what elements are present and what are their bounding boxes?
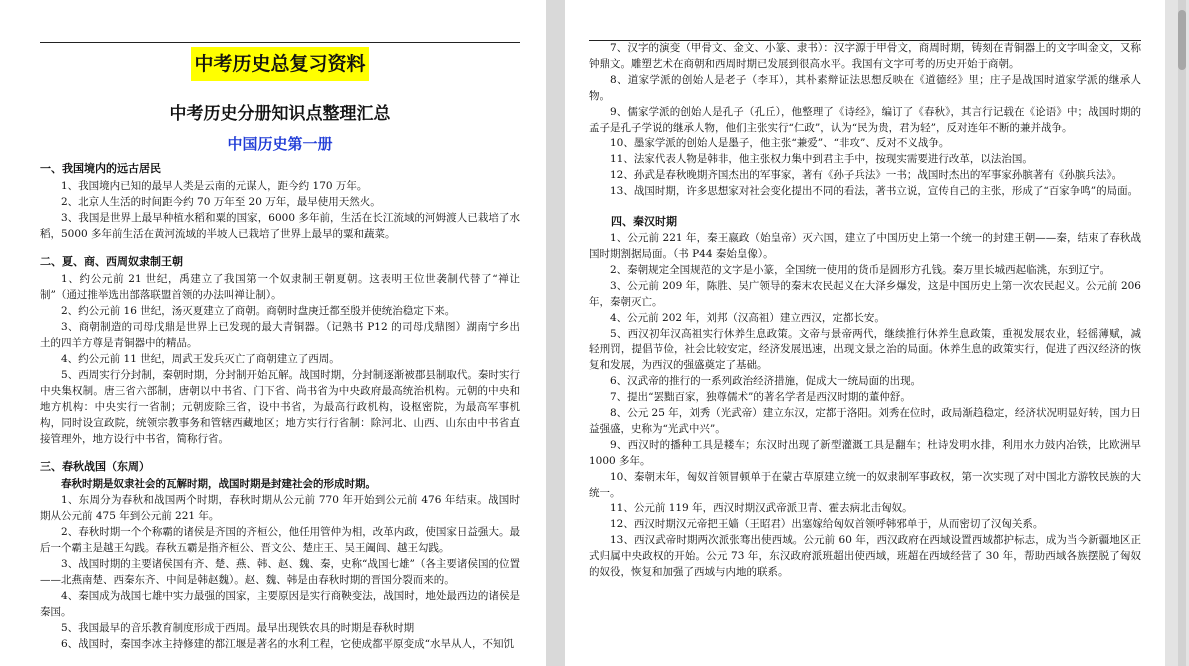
paragraph: 12、孙武是春秋晚期齐国杰出的军事家，著有《孙子兵法》一书；战国时杰出的军事家孙膑著有《孙膑兵法》。: [610, 169, 1123, 182]
document-subtitle: 中国历史第一册: [227, 135, 333, 153]
banner-title: 中考历史总复习资料: [191, 47, 369, 81]
paragraph: 13、西汉武帝时期两次派张骞出使西域。公元前 60 年，西汉政府在西域设置西域都护标志，成为当今新疆地区正式归属中央政权的开始。公元 73 年，东汉政府派班超出使西域，班超在西域经营了 30 年，帮助西域各族摆脱了匈奴的奴役，恢复和加强了西域与内地的联系。: [589, 534, 1141, 579]
paragraph: 6、战国时，秦国李冰主持修建的都江堰是著名的水利工程，它使成都平原变成“水旱从人，不知饥: [61, 638, 515, 650]
document-page-left: [0, 0, 546, 666]
paragraph: 7、提出“罢黜百家，独尊儒术”的著名学者是西汉时期的董仲舒。: [610, 391, 911, 404]
paragraph: 1、公元前 221 年，秦王嬴政（始皇帝）灭六国，建立了中国历史上第一个统一的封建王朝——秦，结束了春秋战国时期割据局面。（书 P44 秦始皇像）。: [589, 232, 1141, 260]
header-rule: [40, 42, 520, 43]
document-page-right: [565, 0, 1165, 666]
paragraph: 8、公元 25 年，刘秀（光武帝）建立东汉，定都于洛阳。刘秀在位时，政局渐趋稳定，经济状况明显好转，国力日益强盛，史称为“光武中兴”。: [589, 407, 1141, 435]
section-heading: 四、秦汉时期: [611, 215, 677, 229]
paragraph: 9、西汉时的播种工具是耧车；东汉时出现了新型灌溉工具是翻车；杜诗发明水排，利用水力鼓内冶铁，比欧洲早 1000 多年。: [589, 438, 1141, 467]
paragraph: 4、公元前 202 年，刘邦（汉高祖）建立西汉，定都长安。: [610, 311, 885, 324]
paragraph: 7、汉字的演变（甲骨文、金文、小篆、隶书）：汉字源于甲骨文，商周时期，铸刻在青铜器上的文字叫金文，又称钟鼎文。雕塑艺术在商朝和西周时期已发展到很高水平。我国有文字可考的历史开始于商朝。: [589, 42, 1141, 70]
paragraph: 11、公元前 119 年，西汉时期汉武帝派卫青、霍去病北击匈奴。: [610, 502, 913, 515]
document-title: 中考历史分册知识点整理汇总: [169, 104, 391, 124]
paragraph: 6、汉武帝的推行的一系列政治经济措施，促成大一统局面的出现。: [610, 375, 922, 388]
paragraph: 2、秦朝规定全国规范的文字是小篆，全国统一使用的货币是圆形方孔钱。秦万里长城西起临洮，东到辽宁。: [610, 263, 1111, 276]
section-heading: 三、春秋战国（东周）: [40, 460, 150, 473]
paragraph: 13、战国时期，许多思想家对社会变化提出不同的看法，著书立说，宣传自己的主张，形成了“百家争鸣”的局面。: [610, 185, 1139, 198]
paragraph: 2、春秋时期一个个称霸的诸侯是齐国的齐桓公，他任用管仲为相，改革内政，使国家日益强大。最后一个霸主是越王勾践。春秋五霸是指齐桓公、晋文公、楚庄王、吴王阖闾、越王勾践。: [40, 526, 520, 554]
paragraph: 5、西汉初年汉高祖实行休养生息政策。文帝与景帝两代，继续推行休养生息政策，重视发展农业，轻徭薄赋，减轻刑罚，提倡节俭，社会比较安定，经济发展迅速，出现文景之治的局面。休养生息的政策实行，促进了西汉经济的恢复和发展，为西汉的强盛奠定了基础。: [589, 327, 1141, 372]
paragraph: 9、儒家学派的创始人是孔子（孔丘），他整理了《诗经》，编订了《春秋》，其言行记载在《论语》中；战国时期的孟子是孔子学说的继承人物，他们主张实行“仁政”，认为“民为贵，君为轻”，反对连年不断的兼并战争。: [589, 105, 1141, 134]
paragraph: 4、约公元前 11 世纪，周武王发兵灭亡了商朝建立了西周。: [61, 353, 340, 365]
paragraph: 10、秦朝末年，匈奴首领冒顿单于在蒙古草原建立统一的奴隶制军事政权，第一次实现了对中国北方游牧民族的大统一。: [589, 470, 1141, 499]
section-lead: 春秋时期是奴隶社会的瓦解时期，战国时期是封建社会的形成时期。: [61, 478, 376, 490]
paragraph: 2、约公元前 16 世纪，汤灭夏建立了商朝。商朝时盘庚迁都至殷并使统治稳定下来。: [61, 305, 456, 317]
paragraph: 12、西汉时期汉元帝把王嫱（王昭君）出塞嫁给匈奴首领呼韩邪单于，从而密切了汉匈关系。: [610, 518, 1044, 531]
paragraph: 8、道家学派的创始人是老子（李耳），其朴素辩证法思想反映在《道德经》里；庄子是战国时道家学派的继承人物。: [589, 73, 1141, 102]
vertical-scrollbar[interactable]: [1178, 0, 1186, 666]
paragraph: 10、墨家学派的创始人是墨子，他主张“兼爱”、“非攻”、反对不义战争。: [610, 137, 950, 150]
paragraph: 3、战国时期的主要诸侯国有齐、楚、燕、韩、赵、魏、秦，史称“战国七雄”（各主要诸侯国的位置——北燕南楚、西秦东齐、中间是韩赵魏）。赵、魏、韩是由春秋时期的晋国分裂而来的。: [40, 558, 520, 586]
paragraph: 1、约公元前 21 世纪，禹建立了我国第一个奴隶制王朝夏朝。这表明王位世袭制代替了“禅让制”（通过推举选出部落联盟首领的办法叫禅让制）。: [40, 273, 520, 301]
section-heading: 二、夏、商、西周奴隶制王朝: [40, 255, 183, 268]
paragraph: 1、东周分为春秋和战国两个时期，春秋时期从公元前 770 年开始到公元前 476 年结束。战国时期从公元前 475 年到公元前 221 年。: [40, 494, 520, 522]
paragraph: 1、我国境内已知的最早人类是云南的元谋人，距今约 170 万年。: [61, 180, 368, 192]
scrollbar-thumb[interactable]: [1178, 10, 1186, 70]
paragraph: 11、法家代表人物是韩非，他主张权力集中到君主手中，按现实需要进行改革，以法治国。: [610, 153, 1033, 166]
paragraph: 5、我国最早的音乐教育制度形成于西周。最早出现铁农具的时期是春秋时期: [61, 622, 415, 634]
paragraph: 3、我国是世界上最早种植水稻和粟的国家，6000 多年前，生活在长江流域的河姆渡人已栽培了水稻，5000 多年前生活在黄河流域的半坡人已栽培了世界上最早的粟和蔬菜。: [40, 212, 520, 240]
page-gutter: [546, 0, 565, 666]
section-heading: 一、我国境内的远古居民: [40, 162, 161, 175]
paragraph: 4、秦国成为战国七雄中实力最强的国家，主要原因是实行商鞅变法，战国时，地处最西边的诸侯是秦国。: [40, 590, 520, 618]
paragraph: 5、西周实行分封制，秦朝时期，分封制开始瓦解。战国时期，分封制逐渐被郡县制取代。秦时实行中央集权制。唐三省六部制，唐朝以中书省、门下省、尚书省为中央政府最高统治机构。元朝的中央和地方机构：中央实行一省制；元朝废除三省，设中书省，为最高行政机构，设枢密院，为最高军事机构，同时设宣政院，统领宗教事务和管辖西藏地区；地方实行行省制：除河北、山西、山东由中书省直接管理外，地方设行中书省，简称行省。: [40, 369, 520, 445]
paragraph: 3、商朝制造的司母戊鼎是世界上已发现的最大青铜器。（记熟书 P12 的司母戊鼎图）湖南宁乡出土的四羊方尊是青铜器中的精品。: [40, 321, 520, 349]
paragraph: 3、公元前 209 年，陈胜、吴广领导的秦末农民起义在大泽乡爆发，这是中国历史上第一次农民起义。公元前 206 年，秦朝灭亡。: [589, 279, 1141, 308]
paragraph: 2、北京人生活的时间距今约 70 万年至 20 万年，最早使用天然火。: [61, 196, 381, 208]
